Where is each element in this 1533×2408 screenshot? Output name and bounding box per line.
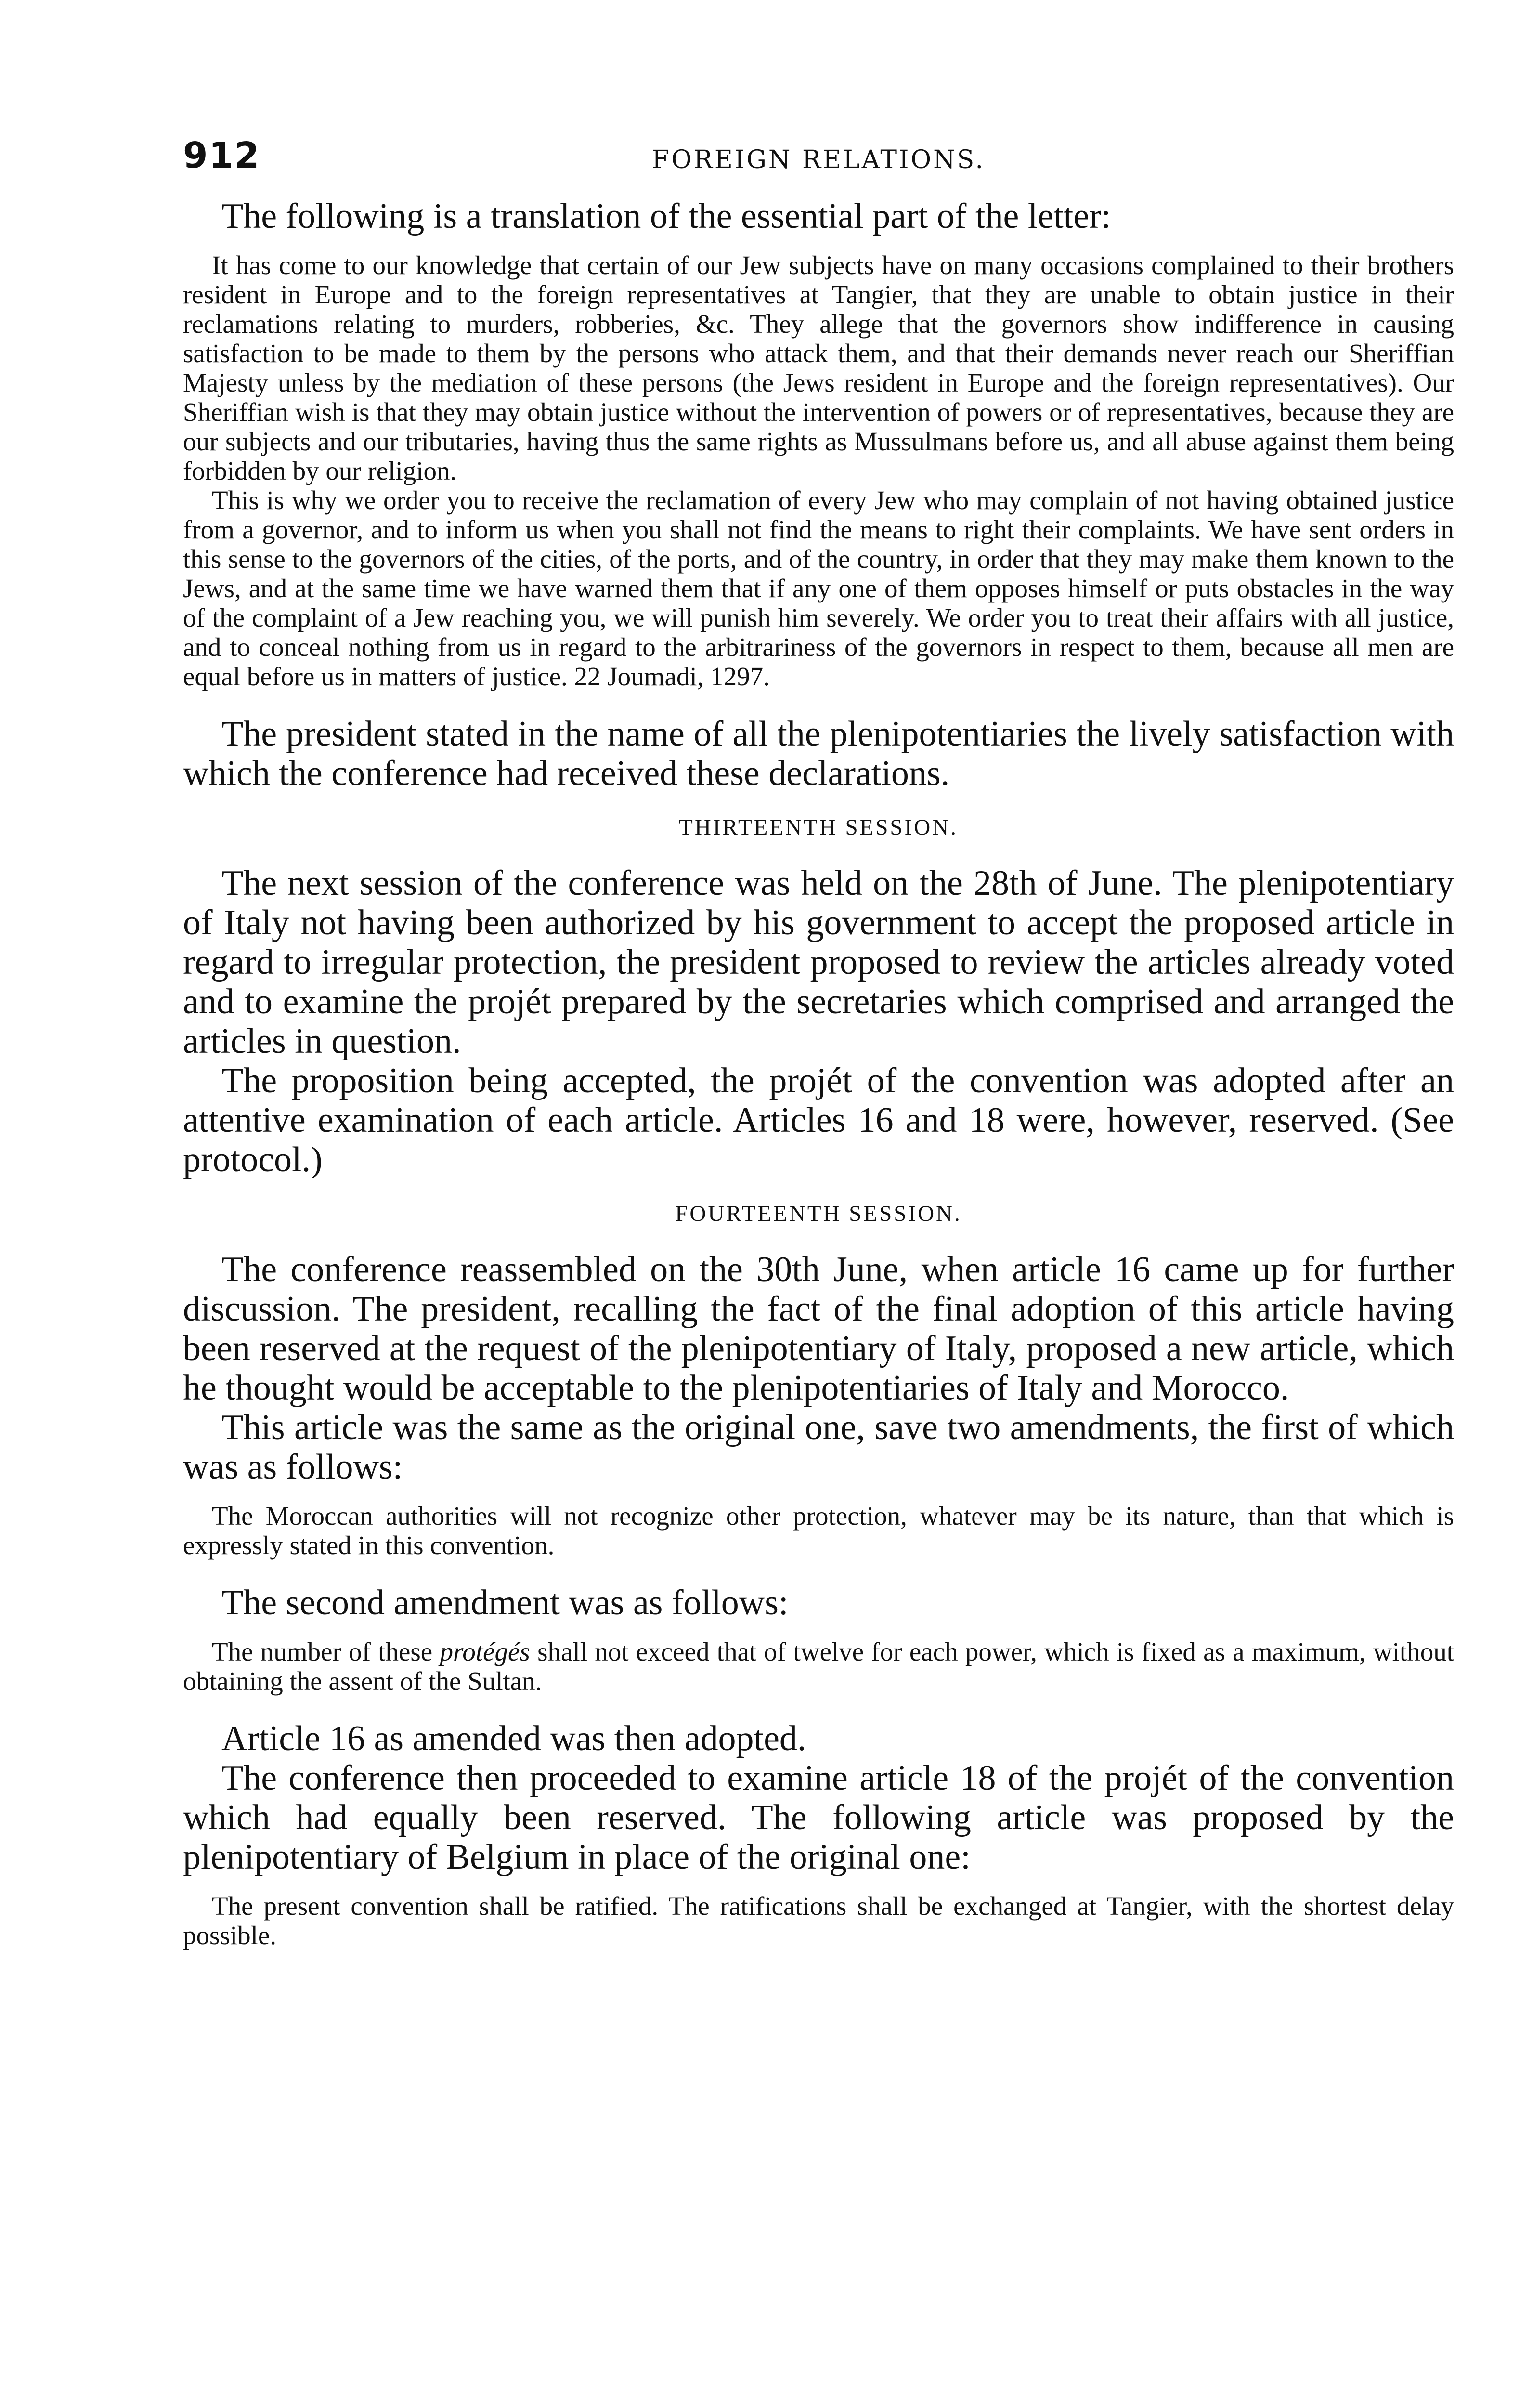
body-paragraph: The next session of the conference was held on the 28th of June. The plenipotentiary of Italy not having been authorized by his government to accept the proposed article in regard to irregular protection, the president proposed to review the articles already voted and to examine the projét prepared by the secretaries which comprised and arranged the articles in question. <box>183 864 1454 1061</box>
body-paragraph: Article 16 as amended was then adopted. <box>221 1719 806 1758</box>
document-page <box>183 135 1454 1950</box>
quote-text-part: shall not exceed that of twelve for each power, which is fixed as a maximum, without obtaining the assent of the Sultan. <box>183 1637 1454 1696</box>
quote-text: The present convention shall be ratified. The ratifications shall be exchanged at Tangier, with the shortest delay possible. <box>183 1891 1454 1950</box>
quote-text-part: The number of these <box>212 1637 440 1666</box>
body-paragraph: The second amendment was as follows: <box>221 1583 789 1623</box>
body-paragraph: The conference then proceeded to examine article 18 of the projét of the convention which had equally been reserved. The following article was proposed by the plenipotentiary of Belgium in place of the original one: <box>183 1758 1454 1877</box>
running-head: FOREIGN RELATIONS. <box>652 145 985 174</box>
intro-paragraph: The following is a translation of the essential part of the letter: <box>221 196 1111 236</box>
italic-term: protégés <box>440 1637 530 1666</box>
letter-translation <box>183 250 1454 691</box>
proposed-article-quote <box>183 1891 1454 1950</box>
page-number: 912 <box>183 135 260 176</box>
body-paragraph: The proposition being accepted, the projét of the convention was adopted after an attentive examination of each article. Articles 16 and 18 were, however, reserved. (See protocol.) <box>183 1061 1454 1179</box>
letter-paragraph: This is why we order you to receive the reclamation of every Jew who may complain of not having obtained justice from a governor, and to inform us when you shall not find the means to right their complaints. We have sent orders in this sense to the governors of the cities, of the ports, and of the country, in order that they may make them known to the Jews, and at the same time we have warned them that if any one of them opposes himself or puts obstacles in the way of the complaint of a Jew reaching you, we will punish him severely. We order you to treat their affairs with all justice, and to conceal nothing from us in regard to the arbitrariness of the governors in respect to them, because all men are equal before us in matters of justice. 22 Joumadi, 1297. <box>183 485 1454 691</box>
amendment-quote-1 <box>183 1501 1454 1560</box>
quote-text <box>183 1637 1454 1696</box>
section-heading-fourteenth: FOURTEENTH SESSION. <box>675 1201 962 1226</box>
letter-paragraph: It has come to our knowledge that certain of our Jew subjects have on many occasions complained to their brothers resident in Europe and to the foreign representatives at Tangier, that they are unable to obtain justice in their reclamations relating to murders, robberies, &c. They allege that the governors show indifference in causing satisfaction to be made to them by the persons who attack them, and that their demands never reach our Sheriffian Majesty unless by the mediation of these persons (the Jews resident in Europe and the foreign representatives). Our Sheriffian wish is that they may obtain justice without the intervention of powers or of representatives, because they are our subjects and our tributaries, having thus the same rights as Mussulmans before us, and all abuse against them being forbidden by our religion. <box>183 250 1454 485</box>
body-paragraph: The conference reassembled on the 30th June, when article 16 came up for further discussion. The president, recalling the fact of the final adoption of this article having been reserved at the request of the plenipotentiary of Italy, proposed a new article, which he thought would be acceptable to the plenipotentiaries of Italy and Morocco. <box>183 1250 1454 1408</box>
body-paragraph: This article was the same as the original one, save two amendments, the first of which was as follows: <box>183 1408 1454 1487</box>
quote-text: The Moroccan authorities will not recognize other protection, whatever may be its nature, than that which is expressly stated in this convention. <box>183 1501 1454 1560</box>
amendment-quote-2 <box>183 1637 1454 1696</box>
section-heading-thirteenth: THIRTEENTH SESSION. <box>679 815 958 840</box>
president-statement: The president stated in the name of all the plenipotentiaries the lively satisfaction with which the conference had received these declarations. <box>183 714 1454 793</box>
page-header <box>183 135 1454 193</box>
